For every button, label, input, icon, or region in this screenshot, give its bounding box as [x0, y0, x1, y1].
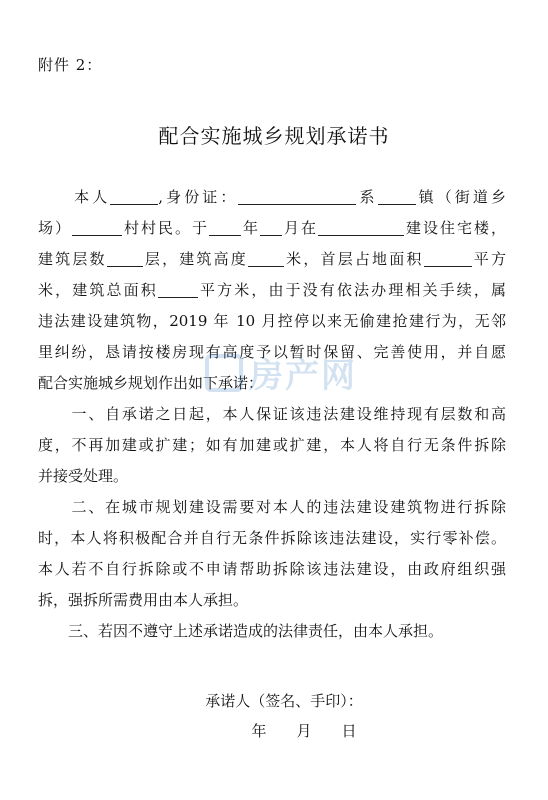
- body-text-segment: 平方米，由于没有依法办理相关手续，属: [197, 281, 506, 299]
- fill-in-blank: [107, 249, 143, 267]
- body-line: [38, 337, 506, 368]
- body-text-segment: 一、自承诺之日起，本人保证该违法建设维持现有层数和高: [38, 405, 506, 423]
- body-text-segment: 建筑层数: [38, 250, 107, 268]
- fill-in-blank: [378, 187, 416, 205]
- signature-date: 年 月 日: [251, 722, 357, 740]
- body-text-segment: 并接受处理。: [38, 467, 129, 485]
- document-body: [38, 182, 506, 647]
- body-line: [38, 399, 506, 430]
- body-line: [38, 244, 506, 275]
- body-text-segment: 里纠纷，恳请按楼房现有高度予以暂时保留、完善使用，并自愿: [38, 343, 506, 361]
- document-title: 配合实施城乡规划承诺书: [158, 124, 390, 148]
- fill-in-blank: [260, 218, 282, 236]
- body-text-segment: 村村民。于: [122, 219, 209, 237]
- body-line: [38, 492, 506, 523]
- body-line: [38, 523, 506, 554]
- fill-in-blank: [424, 249, 472, 267]
- fill-in-blank: [318, 218, 404, 236]
- body-line: [38, 182, 506, 213]
- body-text-segment: 本人: [38, 188, 111, 206]
- body-line: [38, 616, 506, 647]
- body-line: [38, 554, 506, 585]
- body-text-segment: 度，不再加建或扩建；如有加建或扩建，本人将自行无条件拆除: [38, 436, 506, 454]
- fill-in-blank: [158, 280, 198, 298]
- fill-in-blank: [72, 218, 122, 236]
- body-text-segment: 三、若因不遵守上述承诺造成的法律责任，由本人承担。: [38, 622, 444, 640]
- body-line: [38, 430, 506, 461]
- body-line: [38, 368, 506, 399]
- body-text-segment: 二、在城市规划建设需要对本人的违法建设建筑物进行拆除: [38, 498, 506, 516]
- signature-label: 承诺人（签名、手印）：: [205, 692, 363, 710]
- body-text-segment: 平方: [471, 250, 506, 268]
- body-line: [38, 275, 506, 306]
- body-text-segment: 配合实施城乡规划作出如下承诺：: [38, 374, 264, 392]
- body-line: [38, 461, 506, 492]
- fill-in-blank: [248, 249, 284, 267]
- attachment-label: 附件 2：: [38, 56, 103, 74]
- body-text-segment: 层，建筑高度: [142, 250, 248, 268]
- body-text-segment: 场）: [38, 219, 72, 237]
- body-text-segment: 镇（街道乡: [415, 188, 506, 206]
- watermark-text: 房产网: [249, 356, 357, 396]
- fill-in-blank: [209, 218, 241, 236]
- body-text-segment: 违法建设建筑物，2019 年 10 月控停以来无偷建抢建行为，无邻: [38, 312, 506, 330]
- body-text-segment: 年: [240, 219, 260, 237]
- body-text-segment: 米，建筑总面积: [38, 281, 158, 299]
- body-text-segment: 系: [356, 188, 378, 206]
- body-text-segment: 本人若不自行拆除或不申请帮助拆除该违法建设，由政府组织强: [38, 560, 506, 578]
- body-line: [38, 306, 506, 337]
- body-line: [38, 213, 506, 244]
- body-line: [38, 585, 506, 616]
- body-text-segment: 建设住宅楼，: [403, 219, 506, 237]
- body-text-segment: ,身份证：: [158, 188, 239, 206]
- fill-in-blank: [238, 187, 356, 205]
- body-text-segment: 时，本人将积极配合并自行无条件拆除该违法建设，实行零补偿。: [38, 529, 506, 547]
- body-text-segment: 月在: [281, 219, 318, 237]
- fill-in-blank: [110, 187, 158, 205]
- body-text-segment: 拆，强拆所需费用由本人承担。: [38, 591, 249, 609]
- body-text-segment: 米，首层占地面积: [283, 250, 424, 268]
